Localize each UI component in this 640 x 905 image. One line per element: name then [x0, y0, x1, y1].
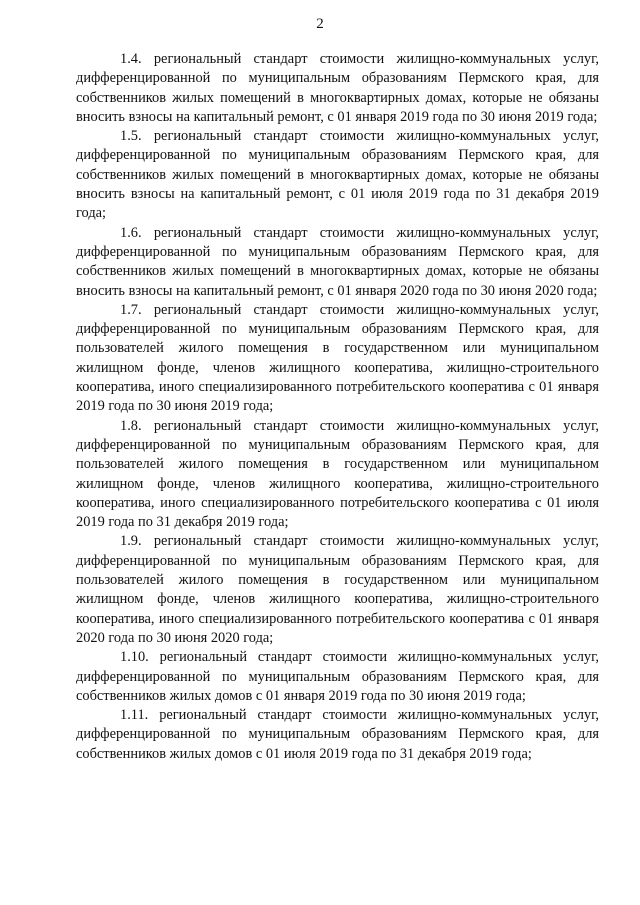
paragraph-1-6: 1.6. региональный стандарт стоимости жилищно-коммунальных услуг, дифференцированной по муниципальным образованиям Пермского края, для собственников жилых помещений в многоквартирных домах, которые не обязаны вносить взносы на капитальный ремонт, с 01 января 2020 года по 30 июня 2020 года;	[76, 224, 599, 299]
paragraph-1-5: 1.5. региональный стандарт стоимости жилищно-коммунальных услуг, дифференцированной по муниципальным образованиям Пермского края, для собственников жилых помещений в многоквартирных домах, которые не обязаны вносить взносы на капитальный ремонт, с 01 июля 2019 года по 31 декабря 2019 года;	[76, 128, 599, 222]
page-number: 2	[316, 16, 324, 32]
paragraph-1-4: 1.4. региональный стандарт стоимости жилищно-коммунальных услуг, дифференцированной по муниципальным образованиям Пермского края, для собственников жилых помещений в многоквартирных домах, которые не обязаны вносить взносы на капитальный ремонт, с 01 января 2019 года по 30 июня 2019 года;	[76, 51, 599, 125]
document-body	[76, 50, 599, 764]
paragraph-1-11: 1.11. региональный стандарт стоимости жилищно-коммунальных услуг, дифференцированной по муниципальным образованиям Пермского края, для собственников жилых домов с 01 июля 2019 года по 31 декабря 2019 года;	[76, 707, 599, 762]
paragraph-1-9: 1.9. региональный стандарт стоимости жилищно-коммунальных услуг, дифференцированной по муниципальным образованиям Пермского края, для пользователей жилого помещения в государственном или муниципальном жилищном фонде, членов жилищного кооператива, жилищно-строительного кооператива, иного специализированного потребительского кооператива с 01 января 2020 года по 30 июня 2020 года;	[76, 533, 599, 646]
paragraph-1-8: 1.8. региональный стандарт стоимости жилищно-коммунальных услуг, дифференцированной по муниципальным образованиям Пермского края, для пользователей жилого помещения в государственном или муниципальном жилищном фонде, членов жилищного кооператива, жилищно-строительного кооператива, иного специализированного потребительского кооператива с 01 июля 2019 года по 31 декабря 2019 года;	[76, 417, 599, 531]
paragraph-1-10: 1.10. региональный стандарт стоимости жилищно-коммунальных услуг, дифференцированной по муниципальным образованиям Пермского края, для собственников жилых домов с 01 января 2019 года по 30 июня 2019 года;	[76, 649, 599, 704]
paragraph-1-7: 1.7. региональный стандарт стоимости жилищно-коммунальных услуг, дифференцированной по муниципальным образованиям Пермского края, для пользователей жилого помещения в государственном или муниципальном жилищном фонде, членов жилищного кооператива, жилищно-строительного кооператива, иного специализированного потребительского кооператива с 01 января 2019 года по 30 июня 2019 года;	[76, 301, 599, 415]
